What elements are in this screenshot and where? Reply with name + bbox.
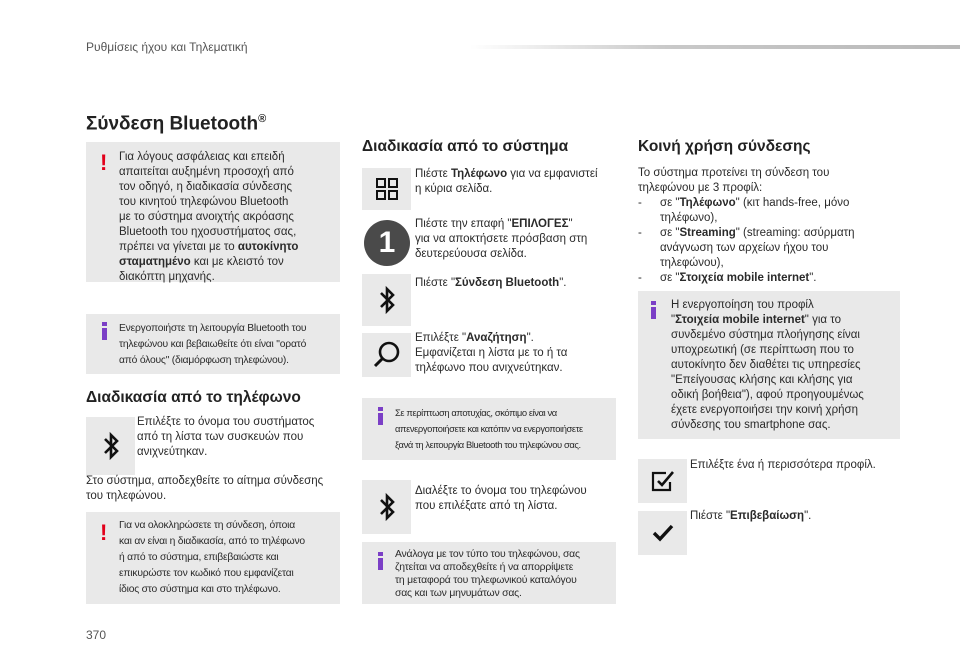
info-text: Ενεργοποιήστε τη λειτουργία Bluetooth του τηλεφώνου και βεβαιωθείτε ότι είναι "ορατό από όλους" (διαμόρφωση τηλεφώνου).	[119, 323, 307, 366]
info-icon	[651, 301, 656, 319]
step-number-badge: 1	[364, 220, 410, 266]
page-number: 370	[86, 628, 107, 642]
list-item: - σε "Streaming" (streaming: ασύρματη ανάγνωση των αρχείων ήχου του τηλεφώνου),	[638, 226, 898, 271]
bluetooth-icon-box	[362, 480, 411, 534]
info-icon	[378, 552, 383, 570]
bluetooth-icon-box	[86, 417, 135, 475]
registered-mark: ®	[258, 113, 267, 125]
list-item: - σε "Στοιχεία mobile internet".	[638, 271, 898, 286]
checkbox-icon-box	[638, 459, 687, 503]
header-title: Ρυθμίσεις ήχου και Τηλεματική	[86, 40, 248, 54]
info-box-visibility	[86, 314, 340, 374]
list-item: - σε "Τηλέφωνο" (κιτ hands-free, μόνο τηλέφωνο),	[638, 196, 898, 226]
info-box-failure	[362, 398, 616, 460]
grid-icon	[376, 178, 398, 200]
checkbox-icon	[650, 469, 676, 493]
bluetooth-icon	[379, 285, 395, 315]
search-icon	[372, 340, 402, 370]
bluetooth-icon	[379, 492, 395, 522]
check-icon-box	[638, 511, 687, 555]
system-step4-text: Επιλέξτε "Αναζήτηση". Εμφανίζεται η λίστα με το ή τα τηλέφωνο που ανιχνεύτηκαν.	[415, 332, 568, 374]
info-failure-text: Σε περίπτωση αποτυχίας, σκόπιμο είναι να απενεργοποιήσετε και κατόπιν να ενεργοποιήσετε ξανά τη λειτουργία Bluetooth του τηλεφώνου σας.	[395, 407, 583, 450]
select-profiles-text: Επιλέξτε ένα ή περισσότερα προφίλ.	[690, 459, 876, 471]
grid-icon-box	[362, 168, 411, 210]
system-step1-text: Πιέστε Τηλέφωνο για να εμφανιστεί η κύρια σελίδα.	[415, 168, 598, 195]
check-icon	[652, 524, 674, 542]
info-transfer-text: Ανάλογα με τον τύπο του τηλεφώνου, σας ζητείται να αποδεχθείτε ή να απορρίψετε τη μεταφορά του τηλεφωνικού καταλόγου σας και των μηνυμάτων σας.	[395, 549, 580, 599]
accept-text: Στο σύστημα, αποδεχθείτε το αίτημα σύνδεσης του τηλεφώνου.	[86, 475, 324, 502]
search-icon-box	[362, 333, 411, 377]
section-title-phone: Διαδικασία από το τηλέφωνο	[86, 389, 301, 406]
bluetooth-icon	[103, 431, 119, 461]
section-title-system: Διαδικασία από το σύστημα	[362, 138, 569, 155]
system-step2-text: Πιέστε την επαφή "ΕΠΙΛΟΓΕΣ" για να αποκτήσετε πρόσβαση στη δευτερεύουσα σελίδα.	[415, 218, 588, 260]
info-mobile-internet-text: Η ενεργοποίηση του προφίλ "Στοιχεία mobile internet" για το συνδεμένο σύστημα πλοήγησης είναι υποχρεωτική (σε περίπτωση που το αυτοκίνητο δεν διαθέτει τις υπηρεσίες "Επείγουσας κλήσης και κλήσης για οδική βοήθεια"), αφού προηγουμένως έχετε ενεργοποιήσει την κοινή χρήση σύνδεσης του smartphone σας.	[671, 299, 864, 431]
warning-icon: !	[100, 150, 108, 175]
warning-icon: !	[100, 520, 108, 545]
info-box-mobile-internet	[638, 291, 900, 439]
info-icon	[102, 322, 107, 340]
page-title: Σύνδεση Bluetooth®	[86, 113, 267, 135]
warning-box-code	[86, 512, 340, 604]
confirm-text: Πιέστε "Επιβεβαίωση".	[690, 510, 812, 522]
phone-step-text: Επιλέξτε το όνομα του συστήματος από τη λίστα των συσκευών που ανιχνεύτηκαν.	[137, 416, 315, 458]
bluetooth-icon-box	[362, 274, 411, 326]
info-icon	[378, 407, 383, 425]
header-rule	[470, 45, 960, 49]
warning-text: Για λόγους ασφάλειας και επειδή απαιτείται αυξημένη προσοχή από τον οδηγό, η διαδικασία σύνδεσης του κινητού τηλεφώνου Bluetooth με το σύστημα ανοιχτής ακρόασης Bluetooth του ηχοσυστήματος σας, πρέπει να γίνεται με το αυτοκίνητο σταματημένο και με κλειστό τον διακόπτη μηχανής.	[119, 151, 299, 283]
section-title-sharing: Κοινή χρήση σύνδεσης	[638, 138, 811, 155]
warning-code-text: Για να ολοκληρώσετε τη σύνδεση, όποια και αν είναι η διαδικασία, από το τηλέφωνο ή από το σύστημα, επιβεβαιώστε και επικυρώστε τον κωδικό που εμφανίζεται ίδιος στο σύστημα και στο τηλέφωνο.	[119, 520, 305, 595]
system-step5-text: Διαλέξτε το όνομα του τηλεφώνου που επιλέξατε από τη λίστα.	[415, 485, 587, 512]
system-step3-text: Πιέστε "Σύνδεση Bluetooth".	[415, 277, 567, 289]
sharing-intro: Το σύστημα προτείνει τη σύνδεση του τηλεφώνου με 3 προφίλ: - σε "Τηλέφωνο" (κιτ hands-free, μόνο τηλέφωνο), - σε "Streaming" (streaming: ασύρματη ανάγνωση των αρχείων ήχου του τηλεφώνου), - σε "Στοιχεία mobile internet".	[638, 166, 898, 286]
profile-list	[638, 196, 898, 286]
warning-box-safety	[86, 142, 340, 282]
info-box-transfer	[362, 542, 616, 604]
